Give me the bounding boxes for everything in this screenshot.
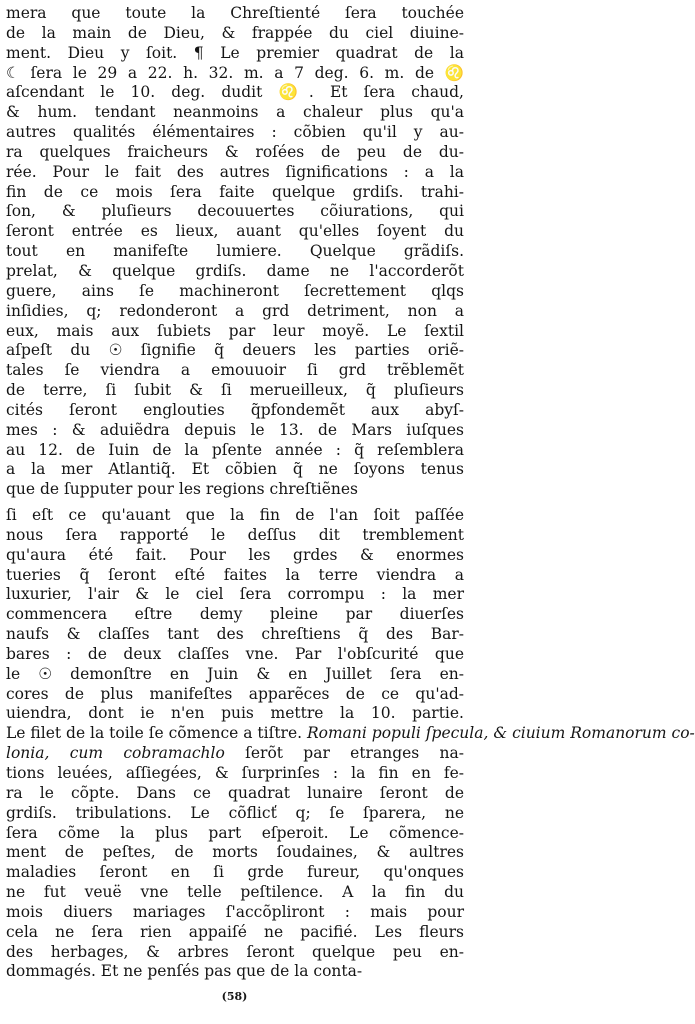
text-line: nous ſera rapporté le deſſus dit tremblement [6,525,464,544]
text-line: ne fut veuë vne telle peſtilence. A la fin du [6,883,464,902]
text-line: ſera cõme la plus part eſperoit. Le cõmence- [6,823,464,842]
text-line: que de ſupputer pour les regions chreſtiẽnes [6,480,359,499]
text-line: mois diuers mariages ſ'accõpliront : mais pour [6,902,464,921]
text-line: ſeront entrée es lieux, auant qu'elles ſoyent du [6,222,464,241]
text-line: mera que toute la Chreſtienté ſera touchée [6,4,464,22]
text-line: ment de peſtes, de morts ſoudaines, & aultres [6,843,464,862]
text-line: commencera eſtre demy pleine par diuerſes [6,605,464,624]
text-line: dommagés. Et ne penſés pas que de la conta- [6,962,363,981]
text-line: a la mer Atlantiq̃. Et cõbien q̃ ne ſoyons tenus [6,460,464,479]
text-line: bares : de deux claſſes vne. Par l'obſcurité que [6,644,464,663]
text-line: eux, mais aux ſubiets par leur moyẽ. Le ſextil [6,321,464,340]
text-line: inſidies, q; redonderont a grd detriment, non a [6,301,464,320]
text-line: grdiſs. tribulations. Le cõflicť q; ſe ſparera, ne [6,803,464,822]
text-line: naufs & claſſes tant des chreſtiens q̃ des Bar- [6,625,464,644]
text-block-bottom [6,506,695,982]
text-line: cités ſeront englouties q̃pfondemẽt aux abyſ- [6,400,464,419]
text-line: ra le cõpte. Dans ce quadrat lunaire ſeront de [6,783,464,802]
text-line: luxurier, l'air & le ciel ſera corrompu : la mer [6,585,464,604]
latin-quote: Romani populi ſpecula, & ciuium Romanorum co- [306,724,695,743]
text-line: de terre, ſi ſubit & ſi merueilleux, q̃ pluſieurs [6,381,464,400]
page-number: (58) [221,990,248,1003]
text-line: ra quelques fraicheurs & roſées de peu de du- [6,142,464,161]
text-line: au 12. de Iuin de la pſente année : q̃ reſemblera [6,440,464,459]
text-line: rée. Pour le fait des autres ſignifications : a la [6,162,464,181]
text-span: ſerõt par etranges na- [224,744,464,763]
text-line: autres qualités élémentaires : cõbien qu'il y au- [6,123,464,142]
text-line: guere, ains ſe machineront ſecrettement qlqs [6,281,464,300]
text-line: des herbages, & arbres ſeront quelque peu en- [6,942,464,961]
text-line: ☾ ſera le 29 a 22. h. 32. m. a 7 deg. 6. m. de ♌ [6,63,464,82]
text-block-top [6,4,464,500]
text-line: cores de plus manifeſtes apparẽces de ce qu'ad- [6,684,464,703]
text-line: aſcendant le 10. deg. dudit ♌. Et ſera chaud, [6,83,464,102]
text-line: fin de ce mois ſera faite quelque grdiſs. trahi- [6,182,464,201]
text-line: le ☉ demonſtre en Juin & en Juillet ſera en- [6,664,464,683]
text-line: cela ne ſera rien appaiſé ne pacifié. Les fleurs [6,922,464,941]
text-line: aſpeſt du ☉ ſignifie q̃ deuers les parties oriẽ- [6,341,464,360]
text-line: & hum. tendant neanmoins a chaleur plus qu'a [6,103,464,122]
text-line: prelat, & quelque grdiſs. dame ne l'accorderõt [6,261,464,280]
text-line: qu'aura été fait. Pour les grdes & enormes [6,545,464,564]
text-line: tales ſe viendra a emouuoir ſi grd trẽblemẽt [6,361,464,380]
text-line: ſon, & pluſieurs decouuertes cõiurations, qui [6,202,464,221]
text-line: tout en manifeſte lumiere. Quelque grãdiſs. [6,242,464,261]
text-line: uiendra, dont ie n'en puis mettre la 10. partie. [6,704,464,723]
text-line: ment. Dieu y ſoit. ¶ Le premier quadrat de la [6,43,464,62]
text-line: mes : & aduiẽdra depuis le 13. de Mars iuſques [6,420,464,439]
text-span: Le filet de la toile ſe cõmence a tiſtre. [6,724,307,743]
text-line: tions leuées, aſſiegées, & ſurprinſes : la fin en fe- [6,763,464,782]
text-line: tueries q̃ ſeront eſté faites la terre viendra a [6,565,464,584]
text-line: maladies ſeront en ſi grde fureur, qu'onques [6,863,464,882]
text-line [6,724,695,744]
text-line [6,744,464,764]
text-line: de la main de Dieu, & frappée du ciel diuine- [6,23,464,42]
latin-quote: lonia, cum cobramachlo [6,744,225,763]
text-line: ſi eſt ce qu'auant que la fin de l'an ſoit paſſée [6,506,464,524]
